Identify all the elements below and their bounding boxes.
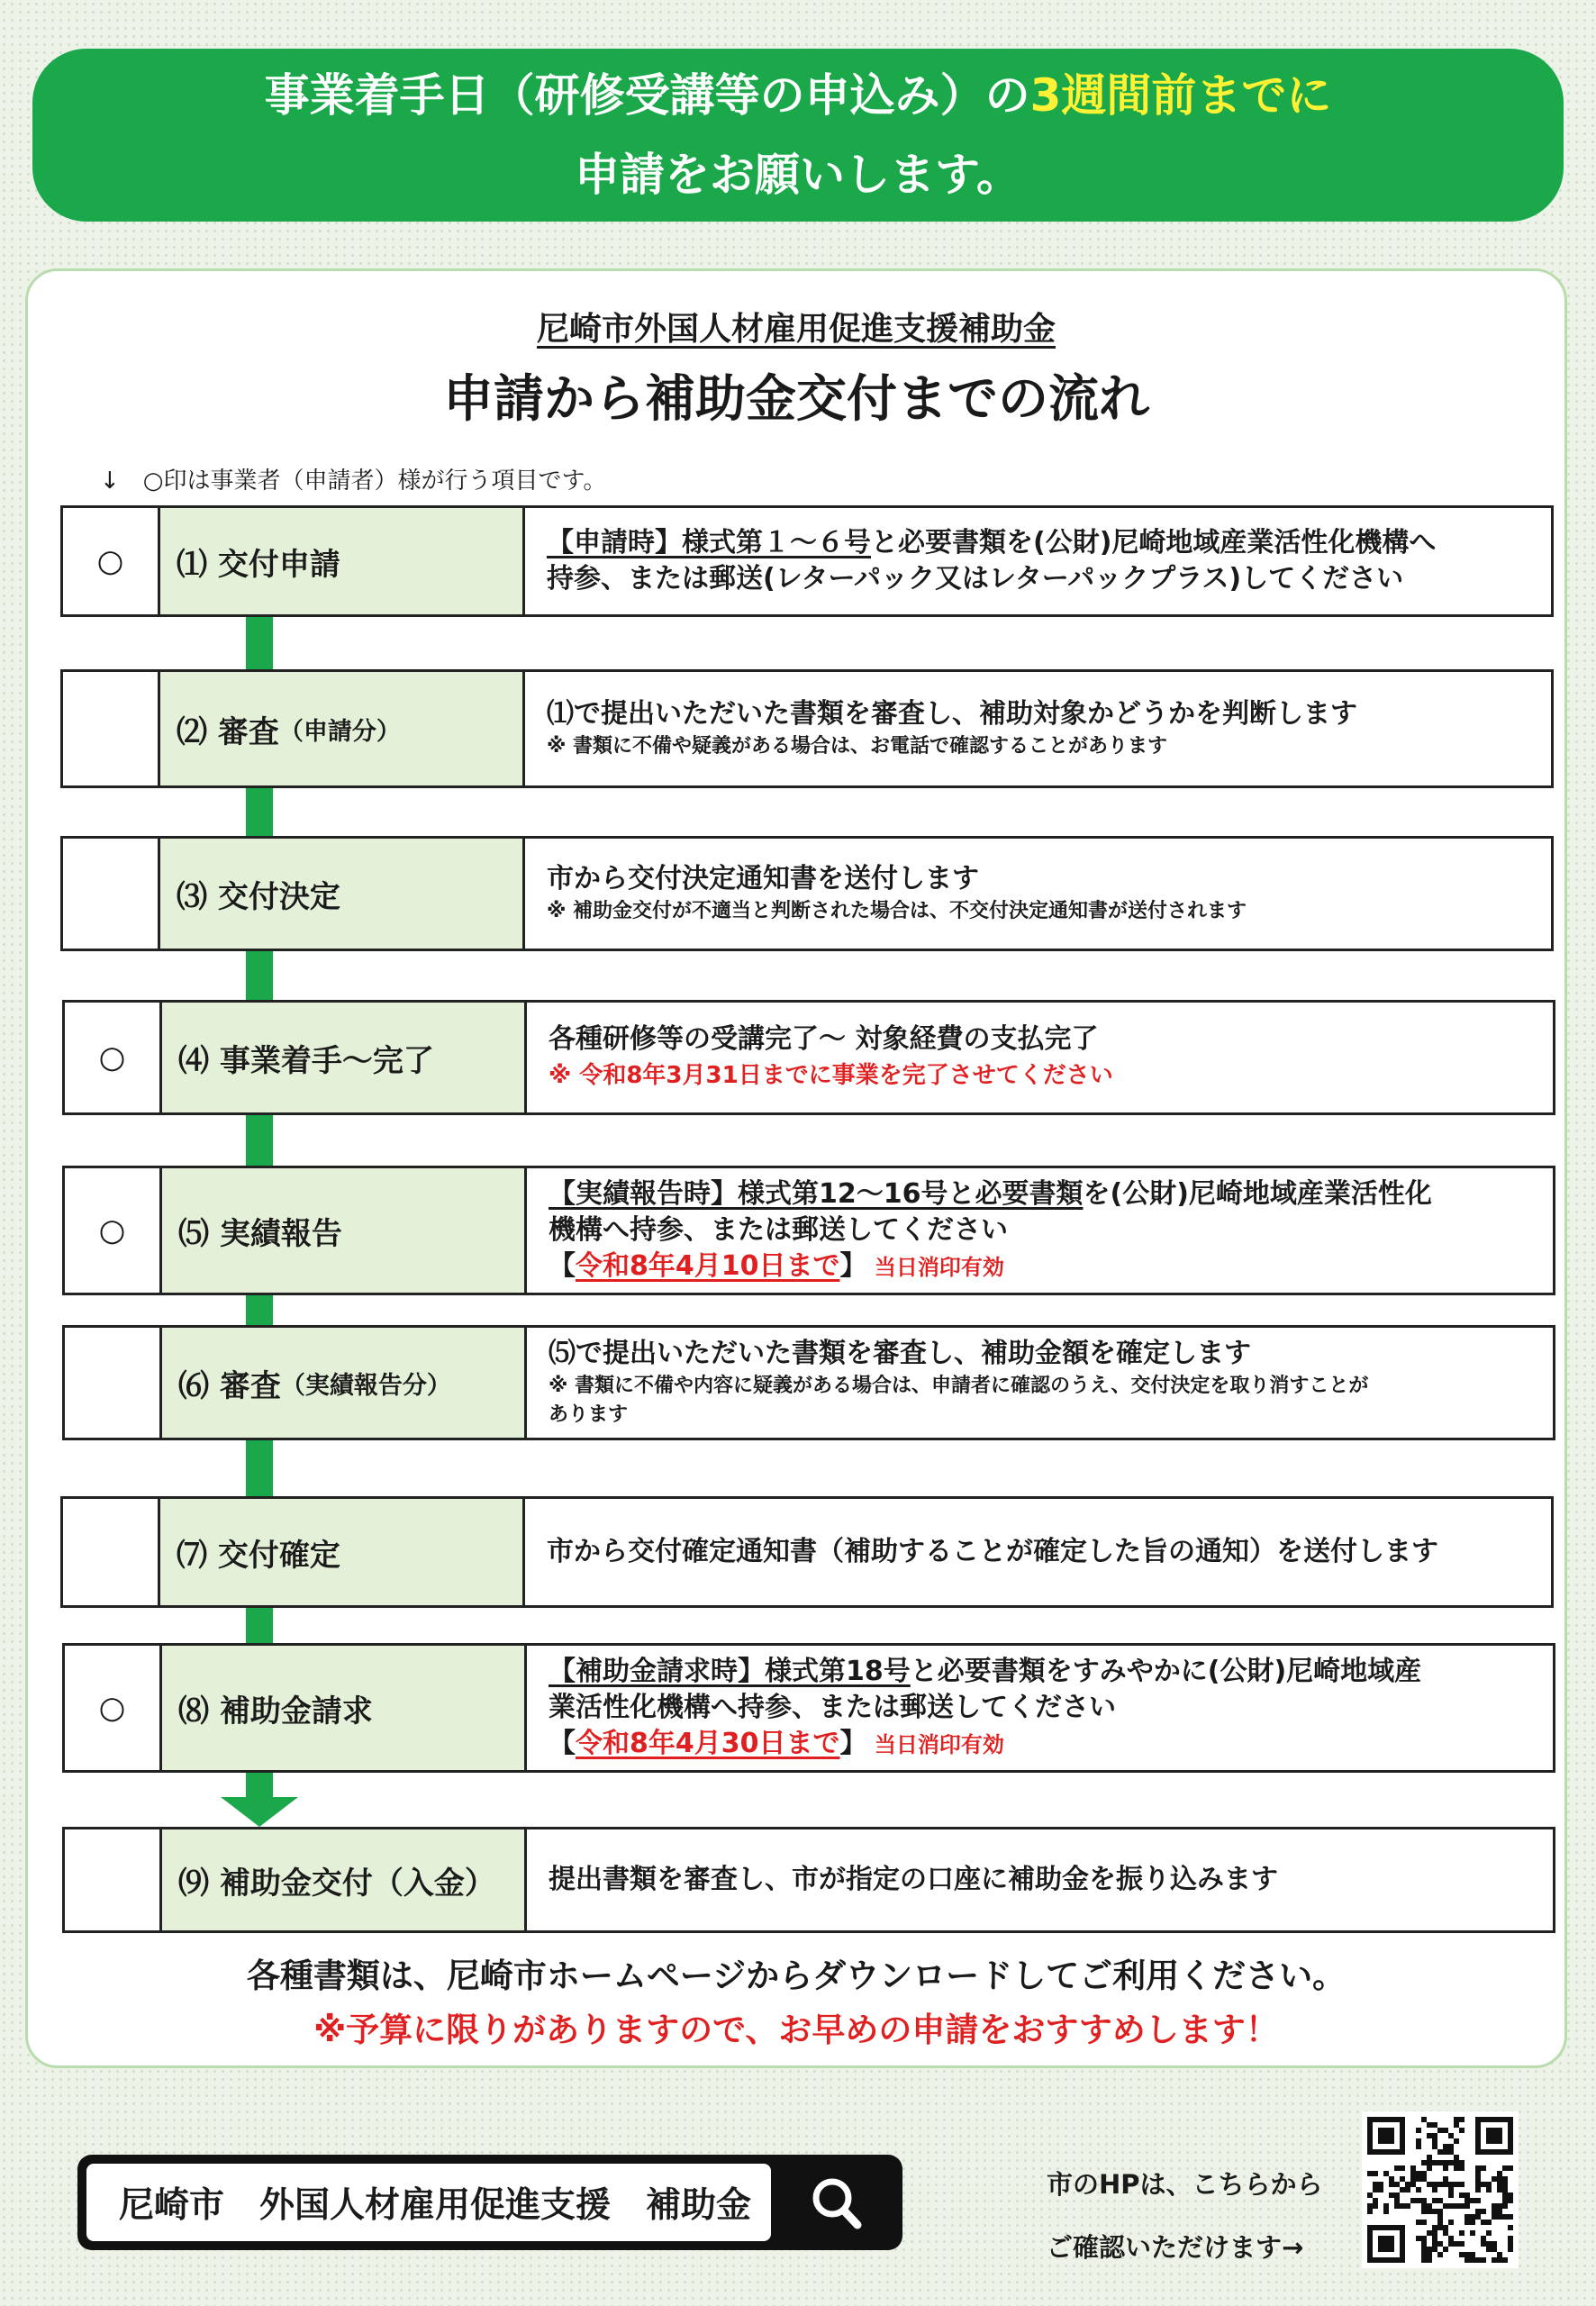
step-label <box>160 1499 525 1605</box>
banner-highlight: 3週間前までに <box>1029 69 1332 122</box>
description-line <box>549 1212 1540 1248</box>
flow-steps <box>28 271 1564 2065</box>
step-description <box>527 1829 1553 1930</box>
search-icon[interactable] <box>798 2171 879 2234</box>
description-segment: 持参、または郵送(レターパック又はレターパックプラス)してください <box>547 563 1404 595</box>
description-segment: ※ 令和8年3月31日までに事業を完了させてください <box>549 1062 1113 1089</box>
description-segment: 【申請時】 <box>547 527 682 558</box>
step-description <box>527 1168 1553 1293</box>
description-segment: と必要書類を(公財)尼崎地域産業活性化機構へ <box>871 527 1437 558</box>
step-title: ⑸ 実績報告 <box>178 1215 342 1252</box>
flow-connector <box>246 1295 273 1325</box>
qr-code-icon[interactable] <box>1362 2111 1519 2268</box>
arrow-down-icon <box>219 1773 300 1827</box>
description-segment: あります <box>549 1403 629 1426</box>
step-mark: ○ <box>63 508 160 614</box>
flow-step <box>62 1827 1555 1933</box>
flow-step <box>62 1325 1555 1440</box>
step-title: ⑵ 審査 <box>177 713 279 750</box>
flow-step <box>60 505 1554 617</box>
legend-note: ↓ ○印は事業者（申請者）様が行う項目です。 <box>100 468 607 495</box>
flow-step <box>60 1496 1554 1608</box>
step-title: ⑺ 交付確定 <box>177 1537 340 1574</box>
description-segment: 各種研修等の受講完了～ 対象経費の支払完了 <box>549 1023 1099 1055</box>
step-title: ⑹ 審査 <box>178 1367 281 1404</box>
step-title: ⑴ 交付申請 <box>177 546 340 583</box>
banner-line-2: 申請をお願いします。 <box>575 149 1021 201</box>
step-label <box>160 672 525 785</box>
step-description <box>525 508 1551 614</box>
description-segment: 】 <box>839 1727 867 1759</box>
search-text[interactable]: 尼崎市 外国人材雇用促進支援 補助金 <box>86 2164 771 2241</box>
flow-panel <box>25 268 1567 2068</box>
step-label <box>162 1003 527 1112</box>
description-segment: 様式第１～６号 <box>682 527 871 558</box>
description-segment: 令和8年4月30日まで <box>576 1727 840 1759</box>
description-line <box>549 1021 1540 1058</box>
description-line <box>547 732 1538 761</box>
flow-connector <box>246 788 273 836</box>
flow-connector <box>246 617 273 669</box>
step-label <box>162 1168 527 1293</box>
flow-step <box>60 669 1554 788</box>
flow-connector <box>246 951 273 1000</box>
description-segment: 当日消印有効 <box>866 1254 1004 1280</box>
panel-title: 申請から補助金交付までの流れ <box>443 370 1149 429</box>
description-line <box>549 1336 1540 1372</box>
step-title: ⑶ 交付決定 <box>177 878 340 915</box>
description-segment: 様式第18号 <box>765 1655 911 1687</box>
description-line <box>547 861 1538 897</box>
banner-line-1 <box>265 56 1332 135</box>
description-segment: ⑴で提出いただいた書類を審査し、補助対象かどうかを判断します <box>547 698 1357 730</box>
step-label <box>160 508 525 614</box>
step-mark <box>65 1328 162 1438</box>
panel-subtitle: 尼崎市外国人材雇用促進支援補助金 <box>536 311 1056 348</box>
description-segment: 令和8年4月10日まで <box>576 1249 840 1282</box>
description-line <box>549 1862 1540 1898</box>
flow-step <box>62 1000 1555 1115</box>
step-title: ⑻ 補助金請求 <box>178 1693 373 1730</box>
step-mark <box>63 672 160 785</box>
hp-line-2: ご確認いただけます→ <box>1047 2232 1304 2263</box>
description-line <box>547 696 1538 732</box>
description-line <box>549 1248 1540 1285</box>
step-subtitle: （実績報告分） <box>280 1371 451 1400</box>
description-segment: 市から交付確定通知書（補助することが確定した旨の通知）を送付します <box>547 1536 1438 1567</box>
description-line <box>549 1690 1540 1726</box>
description-segment: 様式第12～16号と必要書類 <box>738 1177 1084 1210</box>
step-title: ⑼ 補助金交付（入金） <box>178 1865 495 1902</box>
description-segment: ※ 書類に不備や内容に疑義がある場合は、申請者に確認のうえ、交付決定を取り消すことが <box>549 1375 1369 1397</box>
description-line <box>549 1654 1540 1690</box>
description-segment: 業活性化機構へ持参、または郵送してください <box>549 1691 1116 1723</box>
step-label <box>162 1646 527 1770</box>
step-label <box>160 839 525 949</box>
header-banner <box>32 49 1564 222</box>
description-line <box>547 525 1538 561</box>
step-description <box>525 672 1551 785</box>
description-segment: ⑸で提出いただいた書類を審査し、補助金額を確定します <box>549 1338 1251 1369</box>
step-mark <box>63 1499 160 1605</box>
flow-step <box>60 836 1554 951</box>
description-segment: と必要書類をすみやかに(公財)尼崎地域産 <box>910 1655 1422 1687</box>
description-segment: 市から交付決定通知書を送付します <box>547 863 979 894</box>
description-segment: を(公財)尼崎地域産業活性化 <box>1083 1177 1432 1210</box>
description-segment: 】 <box>839 1249 867 1282</box>
step-description <box>527 1646 1553 1770</box>
description-line <box>547 1534 1538 1570</box>
budget-warning: ※予算に限りがありますので、お早めの申請をおすすめします！ <box>313 2011 1279 2049</box>
banner-text: 事業着手日（研修受講等の申込み）の <box>264 69 1030 122</box>
step-description <box>527 1328 1553 1438</box>
flow-connector <box>246 1440 273 1496</box>
description-line <box>547 561 1538 597</box>
hp-guide <box>1047 2153 1323 2279</box>
step-mark <box>65 1829 162 1930</box>
description-segment: 【 <box>549 1727 576 1759</box>
flow-connector <box>246 1608 273 1643</box>
description-line <box>547 897 1538 926</box>
description-line <box>549 1372 1540 1401</box>
description-segment: 【補助金請求時】 <box>549 1655 765 1687</box>
step-description <box>527 1003 1553 1112</box>
search-bar[interactable] <box>77 2155 902 2250</box>
download-note: 各種書類は、尼崎市ホームページからダウンロードしてご利用ください。 <box>246 1956 1347 1995</box>
flow-step <box>62 1166 1555 1295</box>
step-mark: ○ <box>65 1646 162 1770</box>
description-segment: 当日消印有効 <box>866 1731 1004 1757</box>
description-line <box>549 1726 1540 1763</box>
step-label <box>162 1829 527 1930</box>
step-description <box>525 839 1551 949</box>
description-segment: ※ 補助金交付が不適当と判断された場合は、不交付決定通知書が送付されます <box>547 900 1247 922</box>
step-description <box>525 1499 1551 1605</box>
step-mark <box>63 839 160 949</box>
flow-connector <box>246 1115 273 1166</box>
description-line <box>549 1058 1540 1094</box>
description-segment: 【実績報告時】 <box>549 1177 738 1210</box>
description-line <box>549 1176 1540 1212</box>
hp-line-1: 市のHPは、こちらから <box>1047 2169 1323 2200</box>
step-subtitle: （申請分） <box>278 717 401 746</box>
description-segment: 提出書類を審査し、市が指定の口座に補助金を振り込みます <box>549 1864 1278 1895</box>
step-mark: ○ <box>65 1168 162 1293</box>
flow-step <box>62 1643 1555 1773</box>
step-mark: ○ <box>65 1003 162 1112</box>
description-segment: 【 <box>549 1249 576 1282</box>
step-title: ⑷ 事業着手～完了 <box>178 1042 434 1079</box>
step-label <box>162 1328 527 1438</box>
description-segment: 機構へ持参、または郵送してください <box>549 1213 1008 1246</box>
description-line <box>549 1401 1540 1430</box>
description-segment: ※ 書類に不備や疑義がある場合は、お電話で確認することがあります <box>547 735 1168 758</box>
